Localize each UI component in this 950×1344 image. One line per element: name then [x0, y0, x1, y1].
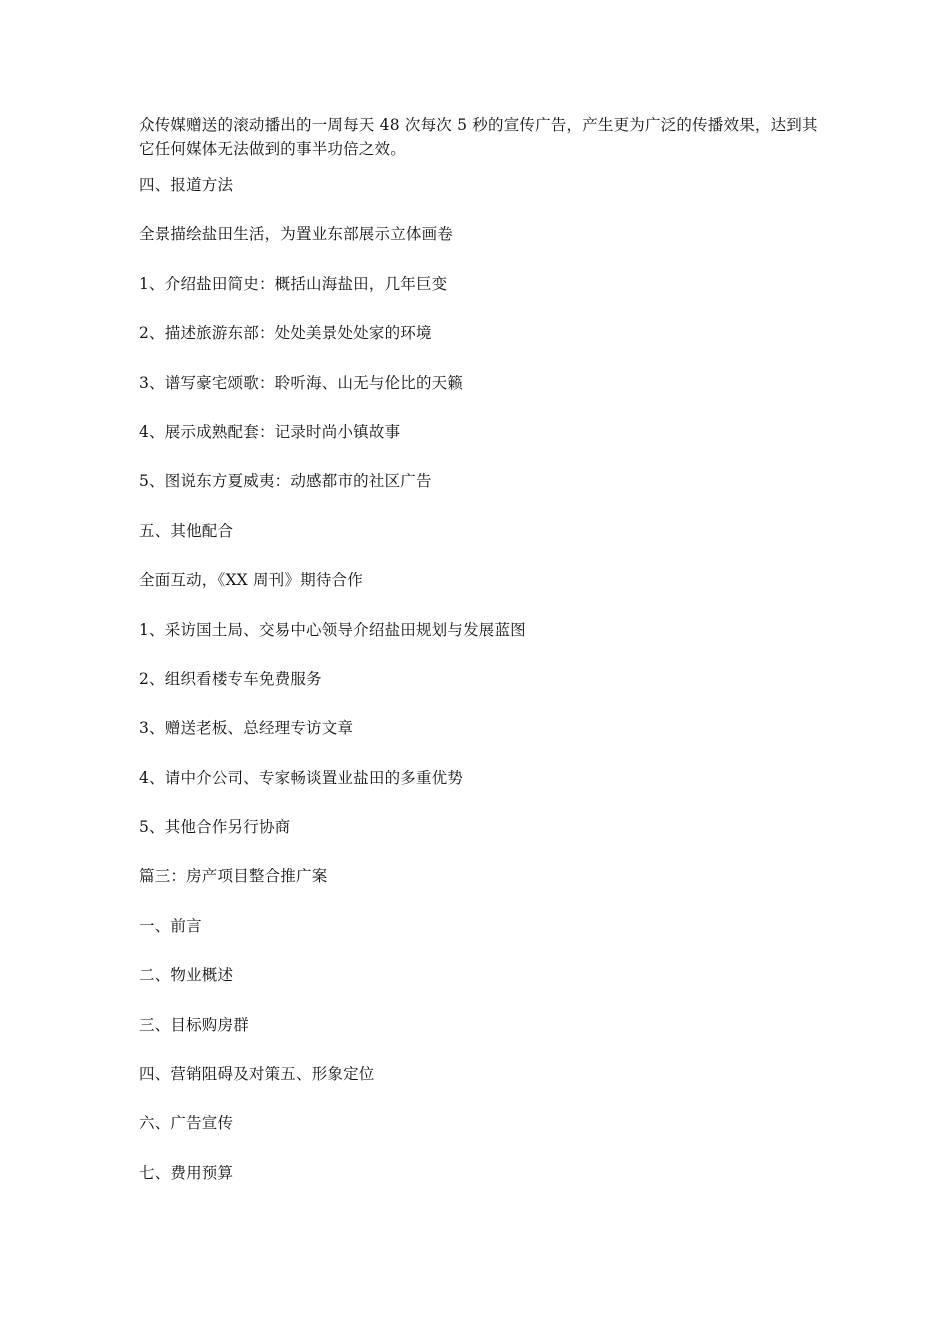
chapter-heading: 篇三：房产项目整合推广案: [139, 867, 328, 886]
paragraph-line: 全景描绘盐田生活，为置业东部展示立体画卷: [139, 225, 454, 244]
list-item: 2、描述旅游东部：处处美景处处家的环境: [139, 324, 432, 343]
intro-paragraph: 众传媒赠送的滚动播出的一周每天 48 次每次 5 秒的宣传广告，产生更为广泛的传播效果，达到其它任何媒体无法做到的事半功倍之效。: [139, 116, 818, 158]
list-item: 5、图说东方夏威夷：动感都市的社区广告: [139, 472, 432, 491]
list-item: 1、采访国土局、交易中心领导介绍盐田规划与发展蓝图: [139, 620, 526, 639]
paragraph-line: 全面互动，《XX 周刊》期待合作: [139, 571, 363, 590]
list-item: 2、组织看楼专车免费服务: [139, 669, 322, 688]
outline-item: 四、营销阻碍及对策五、形象定位: [139, 1065, 375, 1084]
section-heading-other-cooperation: 五、其他配合: [139, 521, 234, 540]
document-body: [139, 113, 819, 1198]
list-item: 4、展示成熟配套：记录时尚小镇故事: [139, 422, 401, 441]
outline-item: 一、前言: [139, 916, 202, 935]
list-item: 5、其他合作另行协商: [139, 818, 291, 837]
outline-item: 三、目标购房群: [139, 1015, 249, 1034]
outline-item: 二、物业概述: [139, 966, 234, 985]
list-item: 4、请中介公司、专家畅谈置业盐田的多重优势: [139, 768, 464, 787]
section-heading-reporting-method: 四、报道方法: [139, 176, 234, 194]
outline-item: 七、费用预算: [139, 1163, 234, 1182]
list-item: 3、谱写豪宅颂歌：聆听海、山无与伦比的天籁: [139, 373, 464, 392]
outline-item: 六、广告宣传: [139, 1114, 234, 1133]
list-item: 3、赠送老板、总经理专访文章: [139, 719, 354, 738]
list-item: 1、介绍盐田简史：概括山海盐田，几年巨变: [139, 274, 448, 293]
